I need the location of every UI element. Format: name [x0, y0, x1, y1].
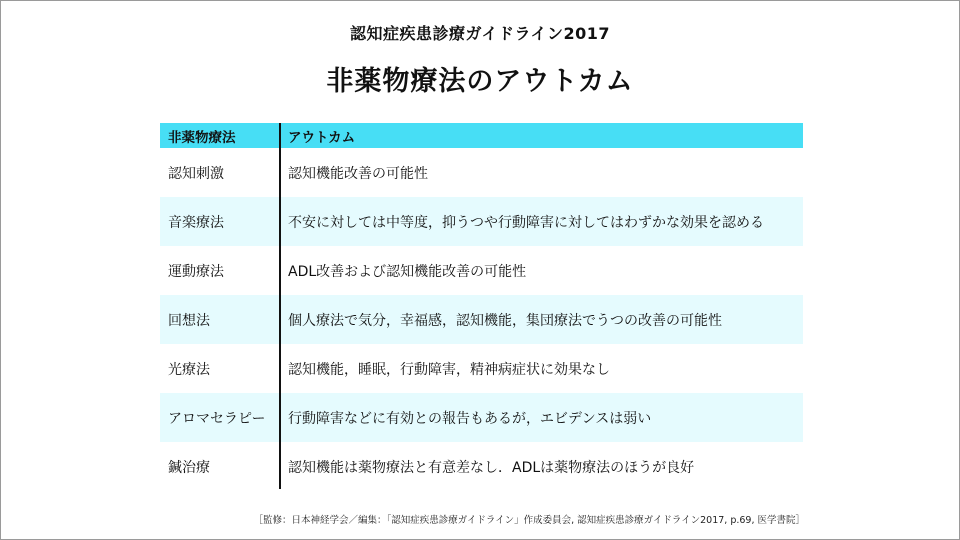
table-row: [160, 442, 803, 491]
therapy-cell: 回想法: [168, 312, 210, 329]
table-row: [160, 148, 803, 197]
outcome-cell: ADL改善および認知機能改善の可能性: [288, 263, 527, 280]
guideline-title: 認知症疾患診療ガイドライン2017: [349, 24, 611, 43]
table-row: [160, 246, 803, 295]
outcome-cell: 行動障害などに有効との報告もあるが，エビデンスは弱い: [288, 410, 652, 427]
therapy-cell: 音楽療法: [168, 214, 224, 231]
therapy-cell: 認知刺激: [168, 165, 224, 182]
table-row: [160, 393, 803, 442]
therapy-cell: 光療法: [168, 361, 210, 378]
outcome-cell: 認知機能は薬物療法と有意差なし．ADLは薬物療法のほうが良好: [288, 459, 695, 476]
outcome-cell: 不安に対しては中等度，抑うつや行動障害に対してはわずかな効果を認める: [288, 214, 764, 231]
table-row: [160, 295, 803, 344]
header-outcome: アウトカム: [288, 129, 356, 146]
outcome-cell: 認知機能改善の可能性: [288, 165, 428, 182]
source-citation: ［監修：日本神経学会／編集：「認知症疾患診療ガイドライン」作成委員会, 認知症疾患診療ガイドライン2017, p.69, 医学書院］: [253, 515, 805, 526]
table-row: [160, 344, 803, 393]
therapy-cell: 運動療法: [168, 263, 224, 280]
outcome-table: [160, 123, 803, 491]
header-therapy: 非薬物療法: [168, 129, 236, 146]
outcome-cell: 認知機能，睡眠，行動障害，精神病症状に効果なし: [288, 361, 610, 378]
page-title: 非薬物療法のアウトカム: [326, 66, 634, 97]
table-header-row: [160, 123, 803, 148]
outcome-cell: 個人療法で気分，幸福感，認知機能，集団療法でうつの改善の可能性: [288, 312, 722, 329]
therapy-cell: アロマセラピー: [168, 410, 266, 427]
therapy-cell: 鍼治療: [168, 459, 210, 476]
table-row: [160, 197, 803, 246]
column-divider: [279, 123, 281, 489]
